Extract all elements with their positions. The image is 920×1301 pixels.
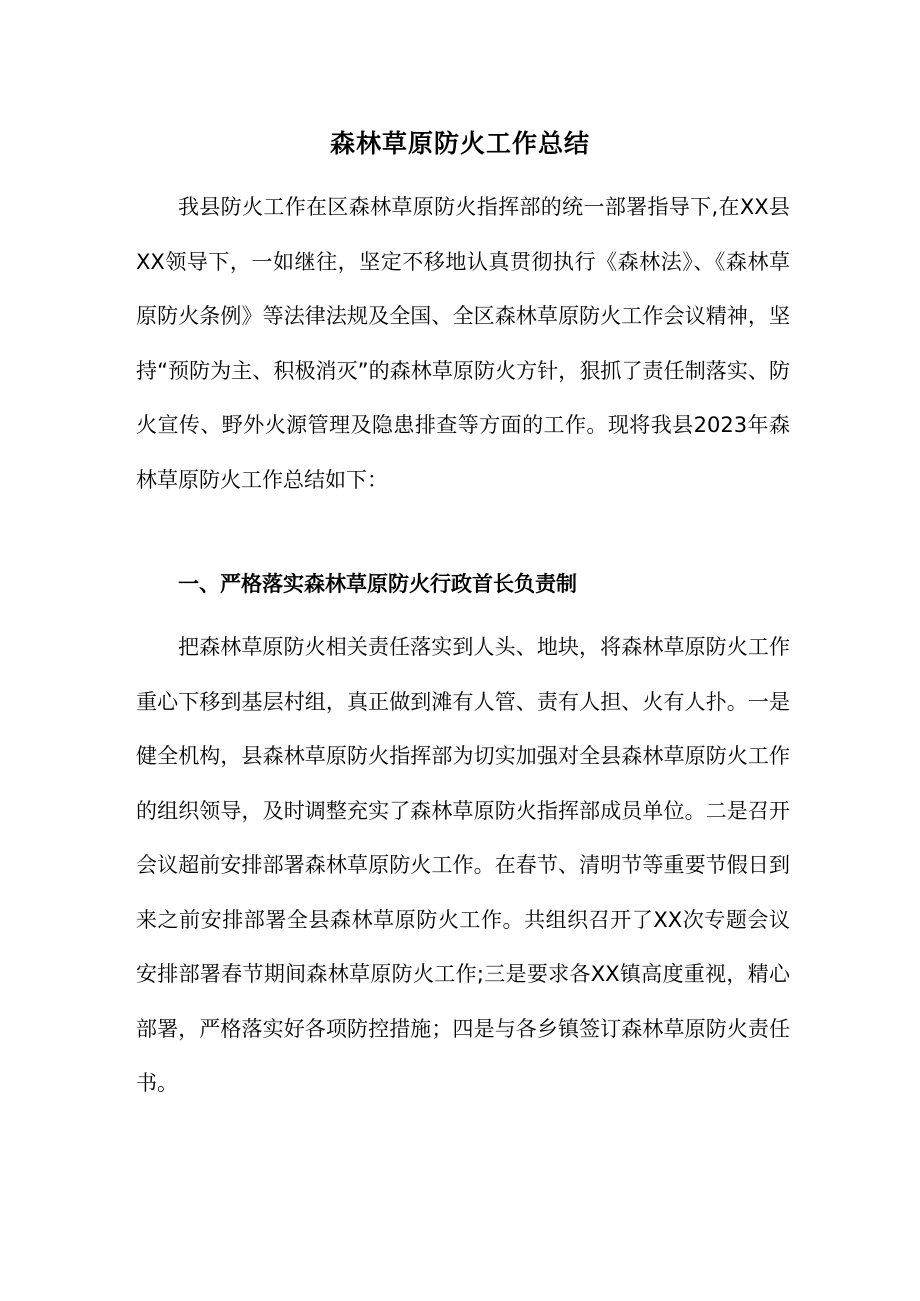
section-heading: 一、严格落实森林草原防火行政首长负责制 — [178, 572, 577, 596]
section-paragraph: 把森林草原防火相关责任落实到人头、地块，将森林草原防火工作重心下移到基层村组，真正做到滩有人管、责有人担、火有人扑。一是健全机构，县森林草原防火指挥部为切实加强对全县森林草原防火工作的组织领导，及时调整充实了森林草原防火指挥部成员单位。二是召开会议超前安排部署森林草原防火工作。在春节、清明节等重要节假日到来之前安排部署全县森林草原防火工作。共组织召开了XX次专题会议安排部署春节期间森林草原防火工作;三是要求各XX镇高度重视，精心部署，严格落实好各项防控措施；四是与各乡镇签订森林草原防火责任书。 — [136, 635, 790, 1095]
intro-paragraph: 我县防火工作在区森林草原防火指挥部的统一部署指导下,在XX县XX领导下，一如继往，坚定不移地认真贯彻执行《森林法》、《森林草原防火条例》等法律法规及全国、全区森林草原防火工作会议精神，坚持“预防为主、积极消灭”的森林草原防火方针，狠抓了责任制落实、防火宣传、野外火源管理及隐患排查等方面的工作。现将我县2023年森林草原防火工作总结如下： — [136, 195, 790, 492]
document-title: 森林草原防火工作总结 — [329, 129, 590, 158]
